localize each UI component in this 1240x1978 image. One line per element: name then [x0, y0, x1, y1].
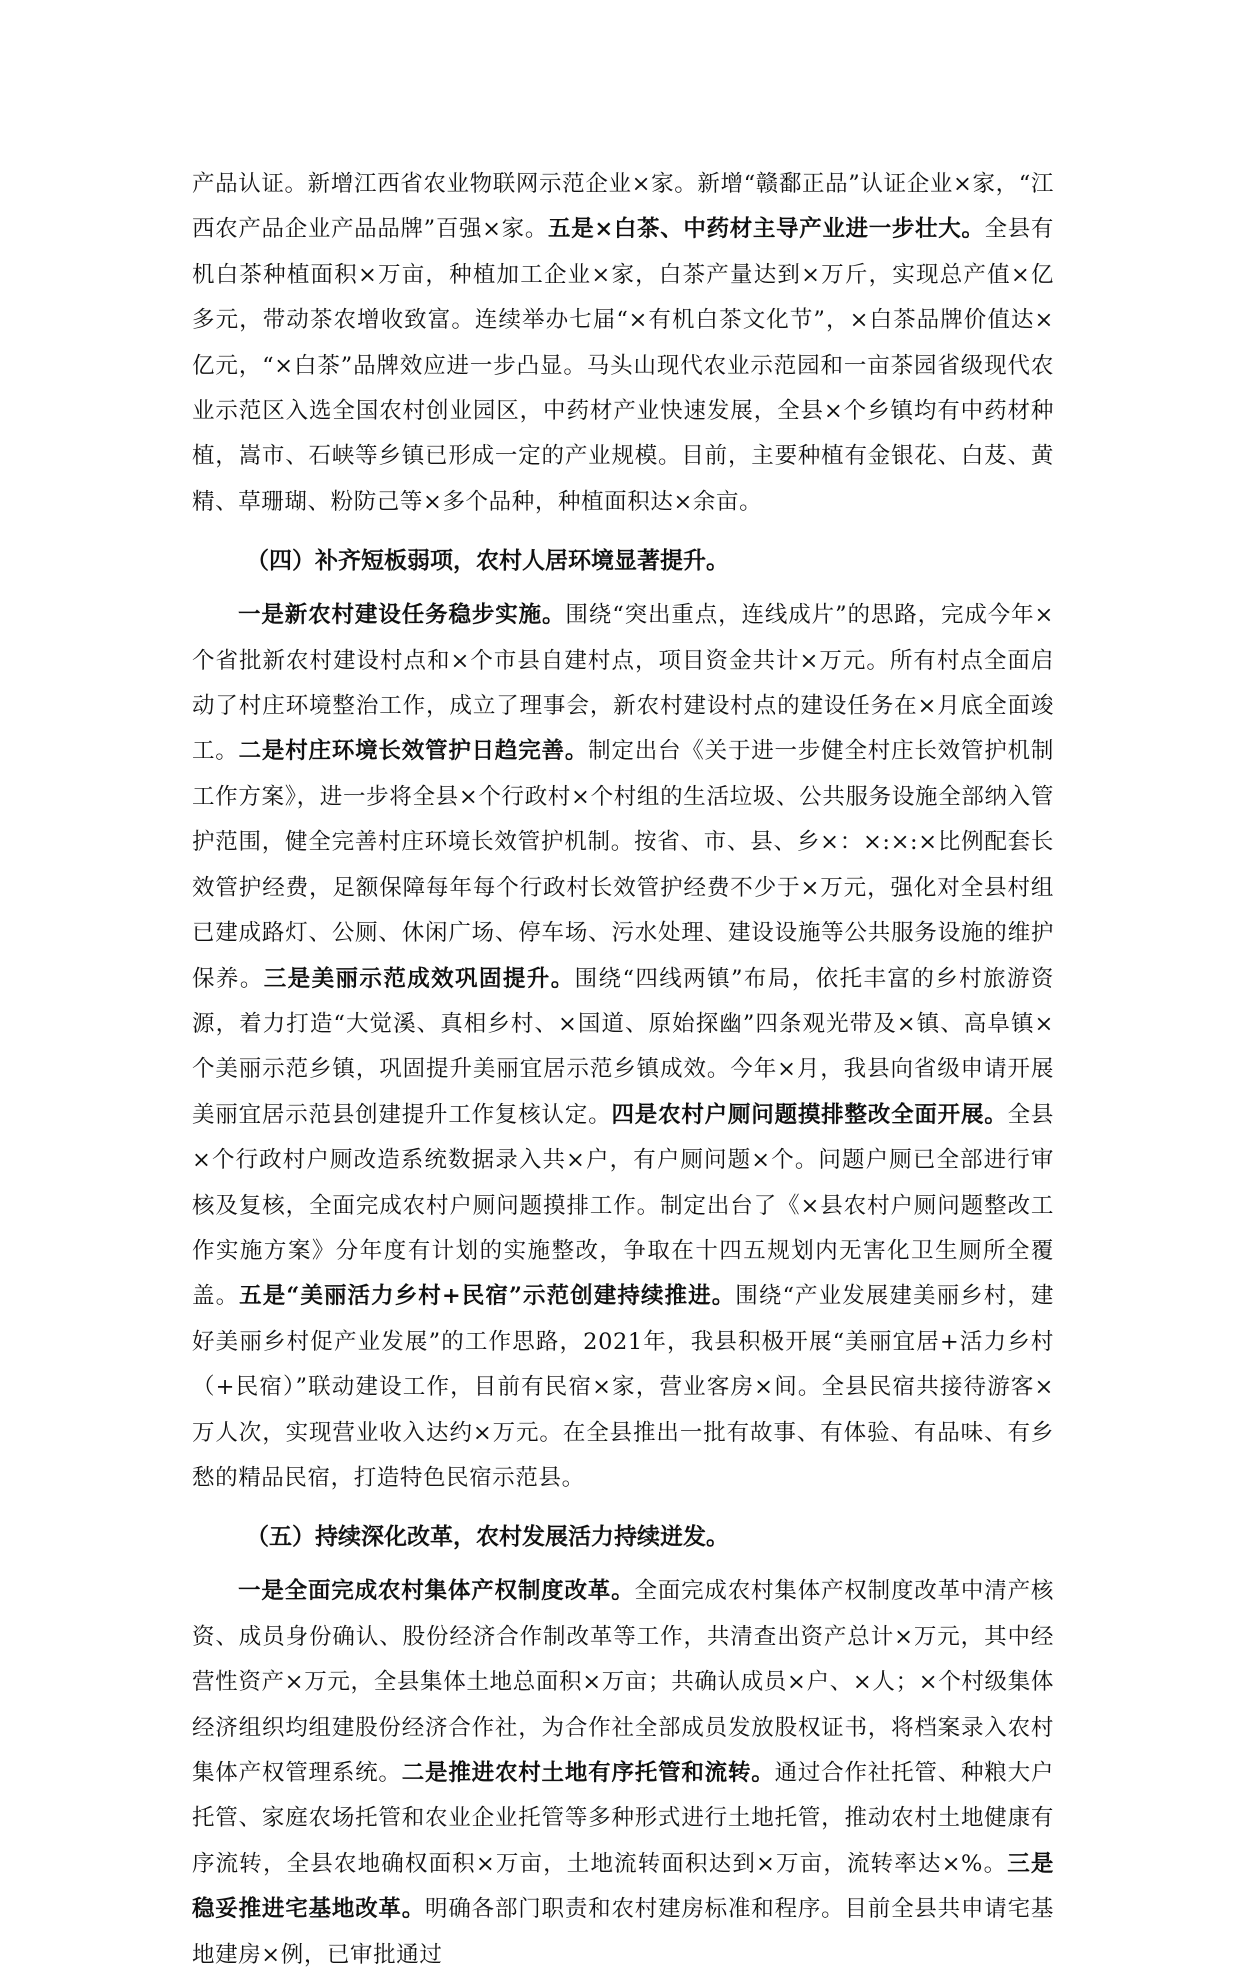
- bold-lead-phrase: 一是全面完成农村集体产权制度改革。: [238, 1578, 635, 1605]
- bold-lead-phrase: 五是“美丽活力乡村+民宿”示范创建持续推进。: [239, 1283, 736, 1310]
- paragraph-text: 通过合作社托管、种粮大户托管、家庭农场托管和农业企业托管等多种形式进行土地托管，推动农村土地健康有序流转，全县农地确权面积×万亩，土地流转面积达到×万亩，流转率达×%。: [192, 1760, 1055, 1877]
- paragraph-text: 围绕“突出重点，连线成片”的思路，完成今年×个省批新农村建设村点和×个市县自建村点，项目资金共计×万元。所有村点全面启动了村庄环境整治工作，成立了理事会，新农村建设村点的建设任务在×月底全面竣工。: [192, 602, 1054, 765]
- body-paragraph: [192, 162, 1054, 525]
- bold-lead-phrase: 三是稳妥推进宅基地改革。: [192, 1850, 1054, 1923]
- paragraph-text: 全县有机白茶种植面积×万亩，种植加工企业×家，白茶产量达到×万斤，实现总产值×亿多元，带动茶农增收致富。连续举办七届“×有机白茶文化节”，×白茶品牌价值达×亿元，“×白茶”品牌效应进一步凸显。马头山现代农业示范园和一亩茶园省级现代农业示范区入选全国农村创业园区，中药材产业快速发展，全县×个乡镇均有中药材种植，嵩市、石峡等乡镇已形成一定的产业规模。目前，主要种植有金银花、白芨、黄精、草珊瑚、粉防己等×多个品种，种植面积达×余亩。: [192, 216, 1054, 515]
- section-heading: （五）持续深化改革，农村发展活力持续迸发。: [246, 1523, 729, 1551]
- paragraph-text: 产品认证。新增江西省农业物联网示范企业×家。新增“赣鄱正品”认证企业×家，“江西农产品企业产品品牌”百强×家。: [192, 171, 1054, 243]
- paragraph-text: 全县×个行政村户厕改造系统数据录入共×户，有户厕问题×个。问题户厕已全部进行审核及复核，全面完成农村户厕问题摸排工作。制定出台了《×县农村户厕问题整改工作实施方案》分年度有计划的实施整改，争取在十四五规划内无害化卫生厕所全覆盖。: [192, 1101, 1054, 1310]
- bold-lead-phrase: 五是×白茶、中药材主导产业进一步壮大。: [548, 216, 985, 243]
- bold-lead-phrase: 二是村庄环境长效管护日趋完善。: [238, 738, 589, 765]
- bold-lead-phrase: 二是推进农村土地有序托管和流转。: [401, 1760, 775, 1786]
- paragraph-text: 围绕“四线两镇”布局，依托丰富的乡村旅游资源，着力打造“大觉溪、真相乡村、×国道、原始探幽”四条观光带及×镇、高阜镇×个美丽示范乡镇，巩固提升美丽宜居示范乡镇成效。今年×月，我县向省级申请开展美丽宜居示范县创建提升工作复核认定。: [192, 965, 1054, 1128]
- bold-lead-phrase: 三是美丽示范成效巩固提升。: [263, 965, 575, 992]
- bold-lead-phrase: 一是新农村建设任务稳步实施。: [238, 602, 566, 629]
- body-paragraph: [192, 593, 1054, 1501]
- paragraph-text: 明确各部门职责和农村建房标准和程序。目前全县共申请宅基地建房×例，已审批通过: [192, 1896, 1054, 1968]
- paragraph-text: 围绕“产业发展建美丽乡村，建好美丽乡村促产业发展”的工作思路，2021年，我县积极开展“美丽宜居+活力乡村（+民宿）”联动建设工作，目前有民宿×家，营业客房×间。全县民宿共接待游客×万人次，实现营业收入达约×万元。在全县推出一批有故事、有体验、有品味、有乡愁的精品民宿，打造特色民宿示范县。: [192, 1283, 1055, 1491]
- paragraph-text: 制定出台《关于进一步健全村庄长效管护机制工作方案》，进一步将全县×个行政村×个村组的生活垃圾、公共服务设施全部纳入管护范围，健全完善村庄环境长效管护机制。按省、市、县、乡×：×:×:×比例配套长效管护经费，足额保障每年每个行政村长效管护经费不少于×万元，强化对全县村组已建成路灯、公厕、休闲广场、停车场、污水处理、建设设施等公共服务设施的维护保养。: [192, 738, 1054, 992]
- document-body: [192, 162, 1054, 1978]
- bold-lead-phrase: 四是农村户厕问题摸排整改全面开展。: [611, 1101, 1008, 1128]
- body-paragraph: [192, 1569, 1054, 1978]
- section-heading: （四）补齐短板弱项，农村人居环境显著提升。: [246, 547, 729, 575]
- paragraph-text: 全面完成农村集体产权制度改革中清产核资、成员身份确认、股份经济合作制改革等工作，共清查出资产总计×万元，其中经营性资产×万元，全县集体土地总面积×万亩；共确认成员×户、×人；×个村级集体经济组织均组建股份经济合作社，为合作社全部成员发放股权证书，将档案录入农村集体产权管理系统。: [192, 1578, 1054, 1786]
